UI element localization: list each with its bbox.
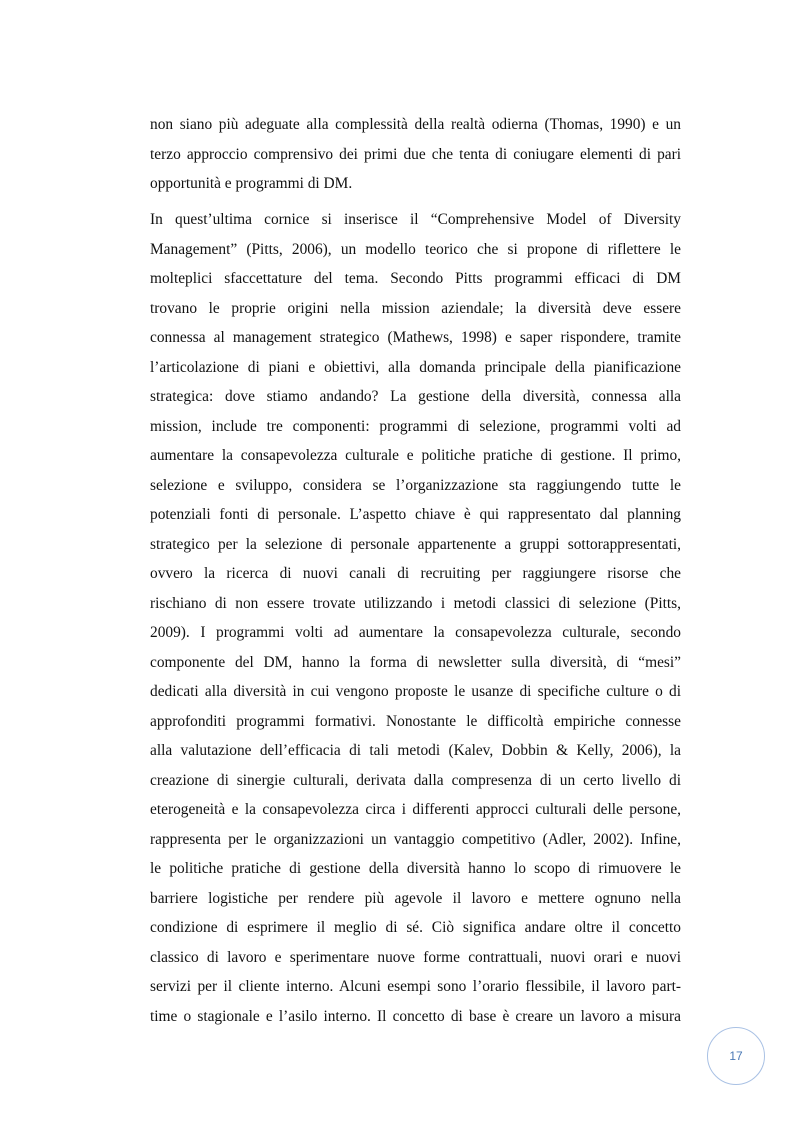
paragraph-1 <box>150 110 681 199</box>
text-line: In quest’ultima cornice si inserisce il “Comprehensive Model of Diversity <box>150 211 681 228</box>
page-number-badge <box>707 1027 765 1085</box>
paragraph-2 <box>150 205 681 1031</box>
text-line: mission, include tre componenti: programmi di selezione, programmi volti ad <box>150 417 681 435</box>
text-line: strategica: dove stiamo andando? La gestione della diversità, connessa alla <box>150 388 681 405</box>
text-line: le politiche pratiche di gestione della diversità hanno lo scopo di rimuovere le <box>150 860 681 877</box>
text-line: barriere logistiche per rendere più agevole il lavoro e mettere ognuno nella <box>150 889 681 907</box>
text-line: rappresenta per le organizzazioni un vantaggio competitivo (Adler, 2002). Infine, <box>150 830 681 848</box>
page-number: 17 <box>729 1049 743 1063</box>
text-line: ovvero la ricerca di nuovi canali di recruiting per raggiungere risorse che <box>150 565 681 582</box>
text-line: componente del DM, hanno la forma di newsletter sulla diversità, di “mesi” <box>150 653 681 671</box>
text-line: opportunità e programmi di DM. <box>150 175 353 192</box>
text-line: connessa al management strategico (Mathews, 1998) e saper rispondere, tramite <box>150 329 681 346</box>
text-line: Management” (Pitts, 2006), un modello teorico che si propone di riflettere le <box>150 240 681 258</box>
text-line: servizi per il cliente interno. Alcuni esempi sono l’orario flessibile, il lavoro part- <box>150 978 681 995</box>
text-line: dedicati alla diversità in cui vengono proposte le usanze di specifiche culture o di <box>150 683 681 700</box>
text-line: alla valutazione dell’efficacia di tali metodi (Kalev, Dobbin & Kelly, 2006), la <box>150 742 681 759</box>
text-line: aumentare la consapevolezza culturale e politiche pratiche di gestione. Il primo, <box>150 447 681 464</box>
text-line: approfonditi programmi formativi. Nonostante le difficoltà empiriche connesse <box>150 712 681 730</box>
text-line: time o stagionale e l’asilo interno. Il concetto di base è creare un lavoro a misura <box>150 1007 681 1025</box>
text-line: strategico per la selezione di personale appartenente a gruppi sottorappresentati, <box>150 535 681 553</box>
text-line: potenziali fonti di personale. L’aspetto chiave è qui rappresentato dal planning <box>150 506 681 523</box>
text-line: selezione e sviluppo, considera se l’organizzazione sta raggiungendo tutte le <box>150 476 681 494</box>
text-line: terzo approccio comprensivo dei primi due che tenta di coniugare elementi di pari <box>150 145 681 163</box>
text-line: molteplici sfaccettature del tema. Secondo Pitts programmi efficaci di DM <box>150 270 681 287</box>
text-line: rischiano di non essere trovate utilizzando i metodi classici di selezione (Pitts, <box>150 594 681 612</box>
text-line: classico di lavoro e sperimentare nuove forme contrattuali, nuovi orari e nuovi <box>150 948 681 966</box>
text-line: creazione di sinergie culturali, derivata dalla compresenza di un certo livello di <box>150 771 681 789</box>
text-line: non siano più adeguate alla complessità della realtà odierna (Thomas, 1990) e un <box>150 116 681 133</box>
text-line: 2009). I programmi volti ad aumentare la consapevolezza culturale, secondo <box>150 624 681 641</box>
text-line: trovano le proprie origini nella mission aziendale; la diversità deve essere <box>150 299 681 317</box>
text-line: condizione di esprimere il meglio di sé. Ciò significa andare oltre il concetto <box>150 919 681 936</box>
text-line: l’articolazione di piani e obiettivi, alla domanda principale della pianificazione <box>150 358 681 376</box>
text-line: eterogeneità e la consapevolezza circa i differenti approcci culturali delle persone, <box>150 801 681 818</box>
